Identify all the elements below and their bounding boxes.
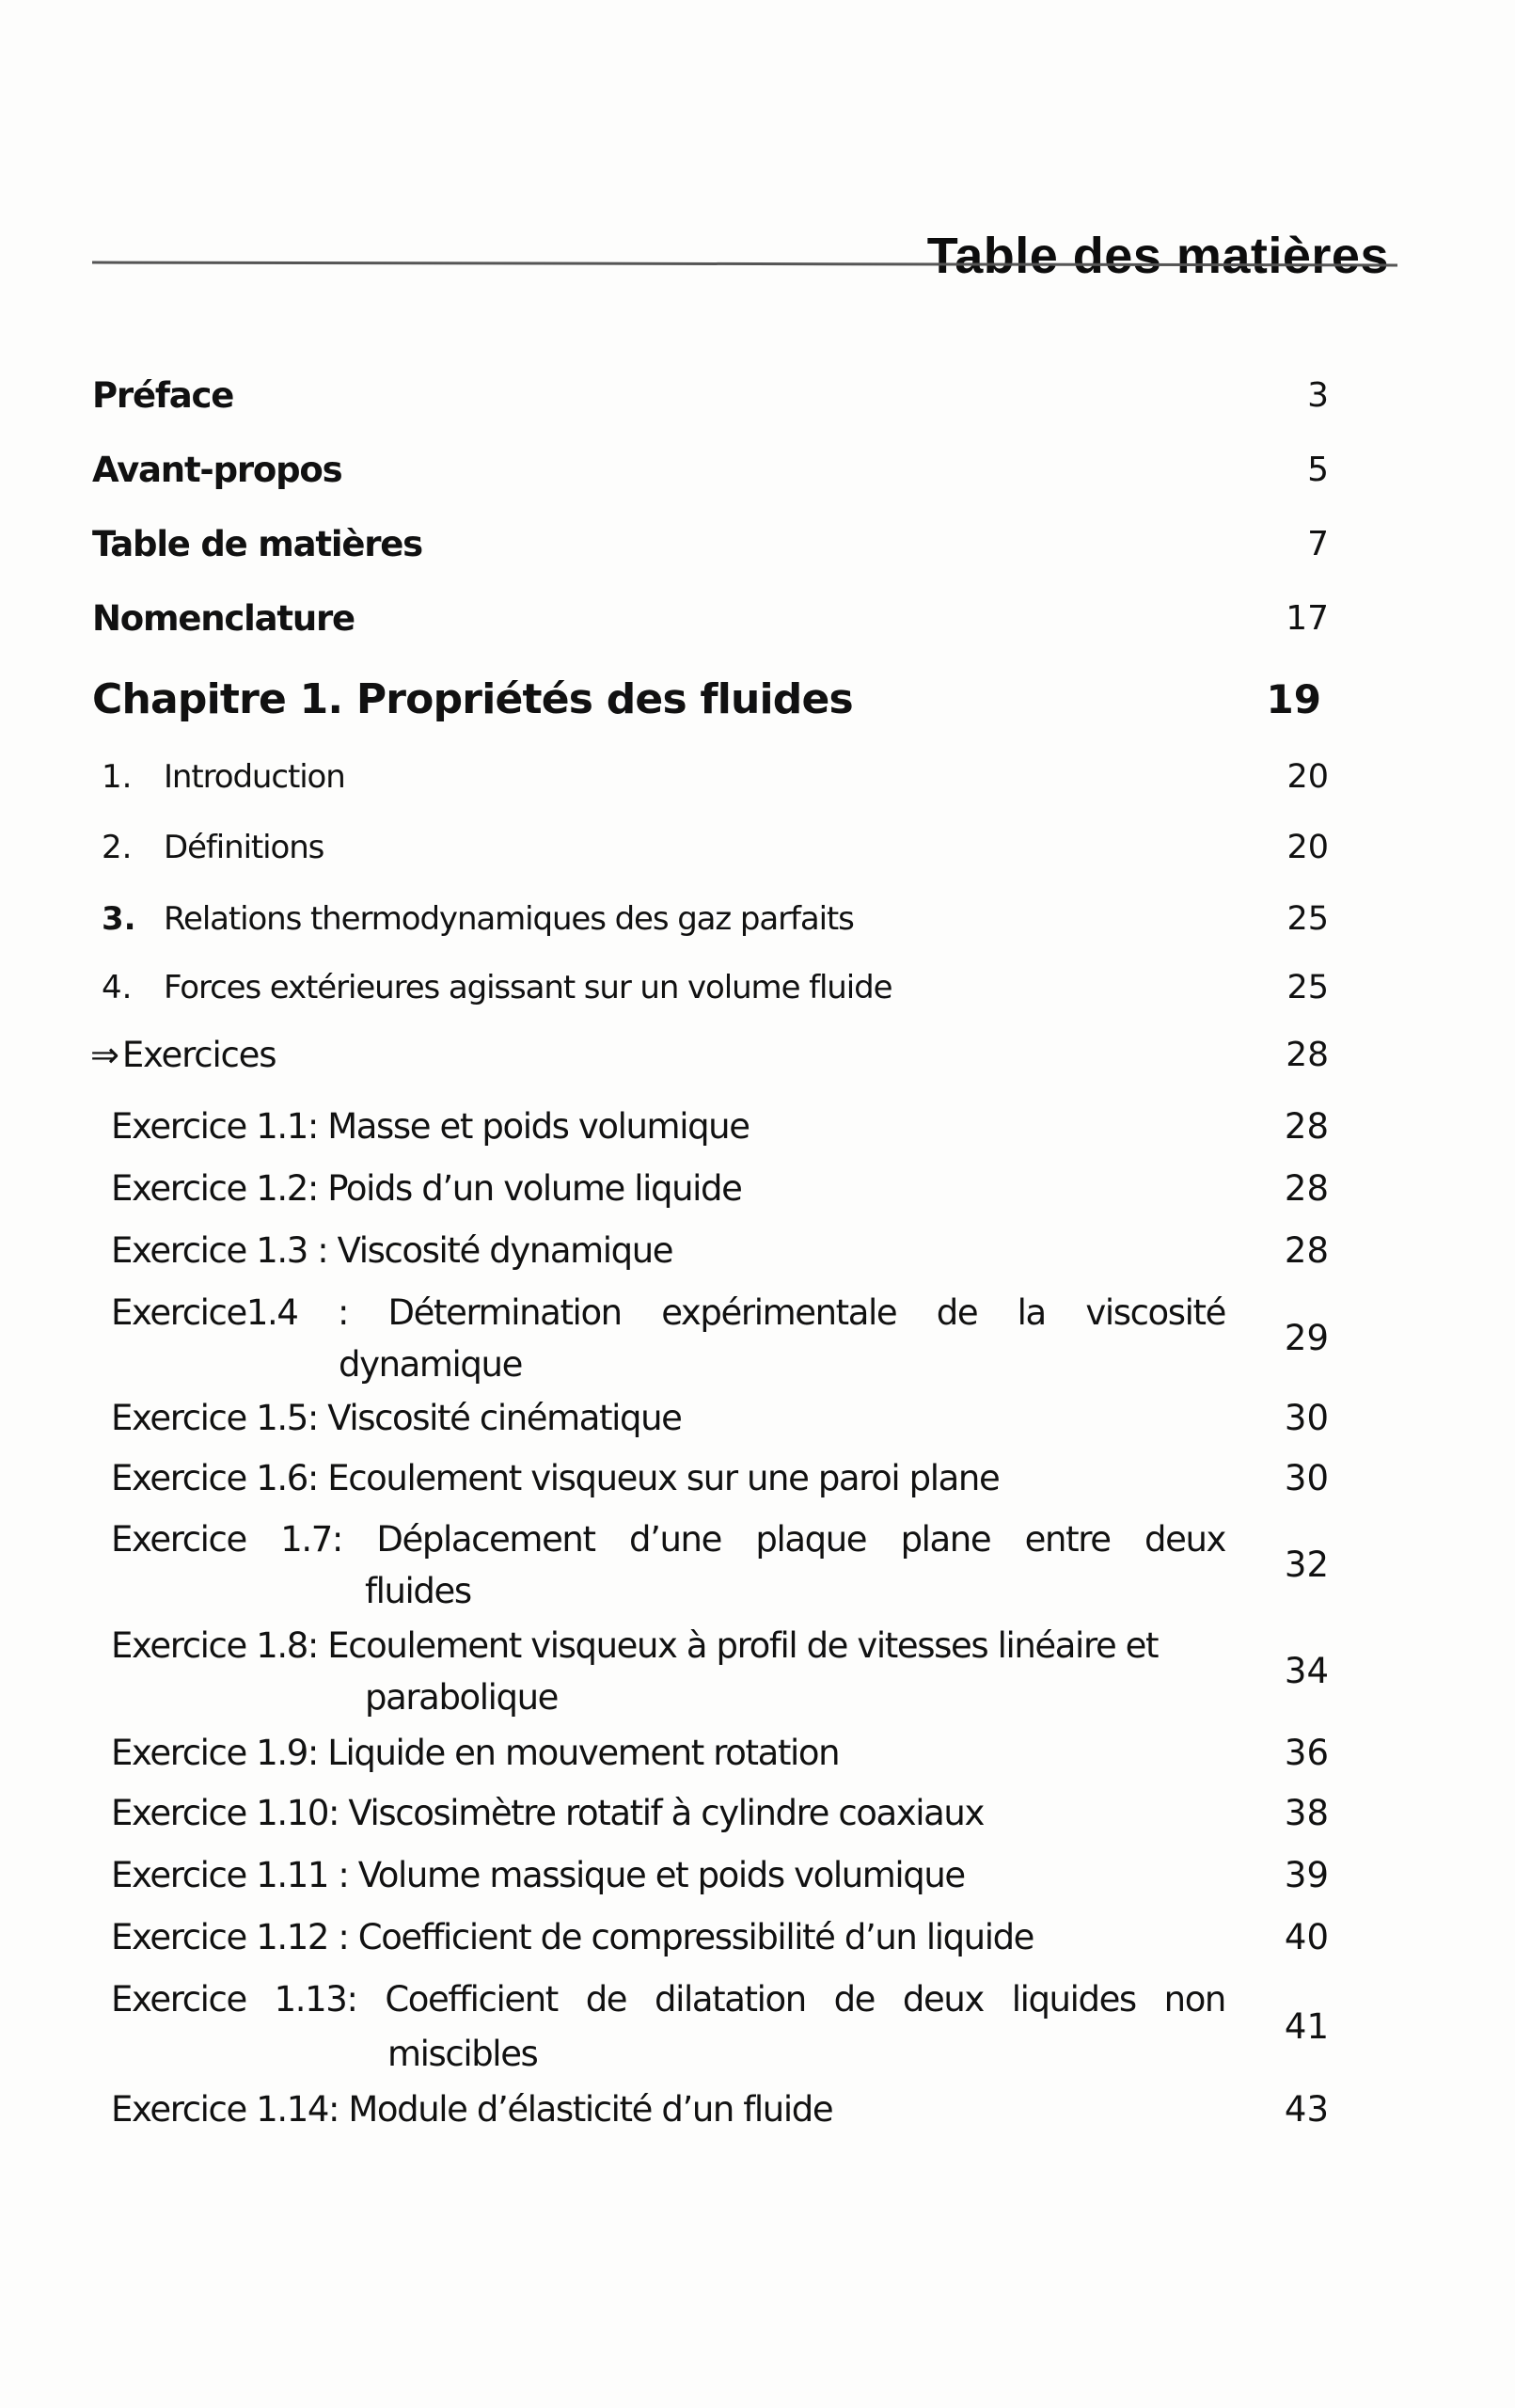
exercise-label: Exercice 1.8: Ecoulement visqueux à profil de vitesses linéaire et	[111, 1625, 1159, 1666]
exercise-page: 38	[1284, 1793, 1329, 1833]
exercise-label: Exercice 1.12 : Coefficient de compressibilité d’un liquide	[111, 1917, 1034, 1957]
chapter-title: Chapitre 1. Propriétés des fluides	[92, 675, 853, 723]
exercise-label: Exercice1.4 : Détermination expérimentale de la viscosité	[111, 1292, 1225, 1333]
section-number: 3.	[102, 900, 136, 938]
toc-entry-page: 17	[1286, 599, 1329, 638]
exercise-label: Exercice 1.1: Masse et poids volumique	[111, 1106, 750, 1147]
exercise-label-continued: dynamique	[339, 1344, 522, 1385]
exercise-label: Exercice 1.13: Coefficient de dilatation de deux liquides non	[111, 1979, 1225, 2020]
exercise-page: 28	[1284, 1106, 1329, 1147]
section-number: 2.	[102, 829, 133, 866]
section-label: Relations thermodynamiques des gaz parfaits	[164, 900, 854, 938]
exercise-label-continued: miscibles	[387, 2034, 538, 2074]
exercise-page: 43	[1284, 2089, 1329, 2130]
toc-entry-label: Table de matières	[92, 524, 422, 564]
toc-entry-label: Préface	[92, 375, 234, 416]
toc-entry-label: Nomenclature	[92, 598, 355, 639]
exercise-label: Exercice 1.3 : Viscosité dynamique	[111, 1230, 673, 1271]
exercise-page: 32	[1284, 1545, 1329, 1585]
exercises-heading-page: 28	[1286, 1036, 1329, 1074]
exercise-label: Exercice 1.11 : Volume massique et poids volumique	[111, 1855, 965, 1895]
chapter-page: 19	[1266, 676, 1321, 722]
section-number: 4.	[102, 969, 133, 1006]
section-page: 25	[1286, 969, 1329, 1006]
exercise-page: 39	[1284, 1855, 1329, 1895]
double-arrow-icon: ⇒	[90, 1035, 118, 1075]
section-label: Introduction	[164, 758, 345, 796]
section-page: 20	[1286, 829, 1329, 866]
exercise-page: 36	[1284, 1733, 1329, 1773]
exercise-page: 41	[1284, 2006, 1329, 2047]
toc-entry-page: 7	[1307, 525, 1329, 563]
toc-entry-page: 3	[1307, 376, 1329, 415]
exercises-heading-label: Exercices	[121, 1035, 276, 1075]
section-page: 25	[1286, 900, 1329, 938]
toc-entry-page: 5	[1307, 451, 1329, 489]
exercise-page: 30	[1284, 1398, 1329, 1438]
section-label: Définitions	[164, 829, 324, 866]
exercise-label: Exercice 1.9: Liquide en mouvement rotation	[111, 1733, 840, 1773]
exercise-page: 28	[1284, 1230, 1329, 1271]
section-label: Forces extérieures agissant sur un volume fluide	[164, 969, 892, 1006]
page-title: Table des matières	[926, 228, 1389, 285]
section-page: 20	[1286, 758, 1329, 796]
exercise-label: Exercice 1.6: Ecoulement visqueux sur une paroi plane	[111, 1458, 1000, 1498]
exercise-label-continued: fluides	[365, 1571, 471, 1611]
exercise-page: 34	[1284, 1651, 1329, 1691]
exercise-label: Exercice 1.10: Viscosimètre rotatif à cylindre coaxiaux	[111, 1793, 984, 1833]
exercises-heading-text	[90, 1029, 276, 1082]
exercise-label: Exercice 1.5: Viscosité cinématique	[111, 1398, 682, 1438]
exercise-page: 40	[1284, 1917, 1329, 1957]
exercise-page: 29	[1284, 1318, 1329, 1358]
exercise-page: 30	[1284, 1458, 1329, 1498]
section-number: 1.	[102, 758, 133, 796]
exercise-label: Exercice 1.7: Déplacement d’une plaque plane entre deux	[111, 1519, 1225, 1560]
exercise-page: 28	[1284, 1168, 1329, 1209]
exercise-label: Exercice 1.14: Module d’élasticité d’un fluide	[111, 2089, 833, 2130]
exercise-label: Exercice 1.2: Poids d’un volume liquide	[111, 1168, 742, 1209]
toc-entry-label: Avant-propos	[92, 450, 342, 490]
exercise-label-continued: parabolique	[365, 1677, 559, 1718]
